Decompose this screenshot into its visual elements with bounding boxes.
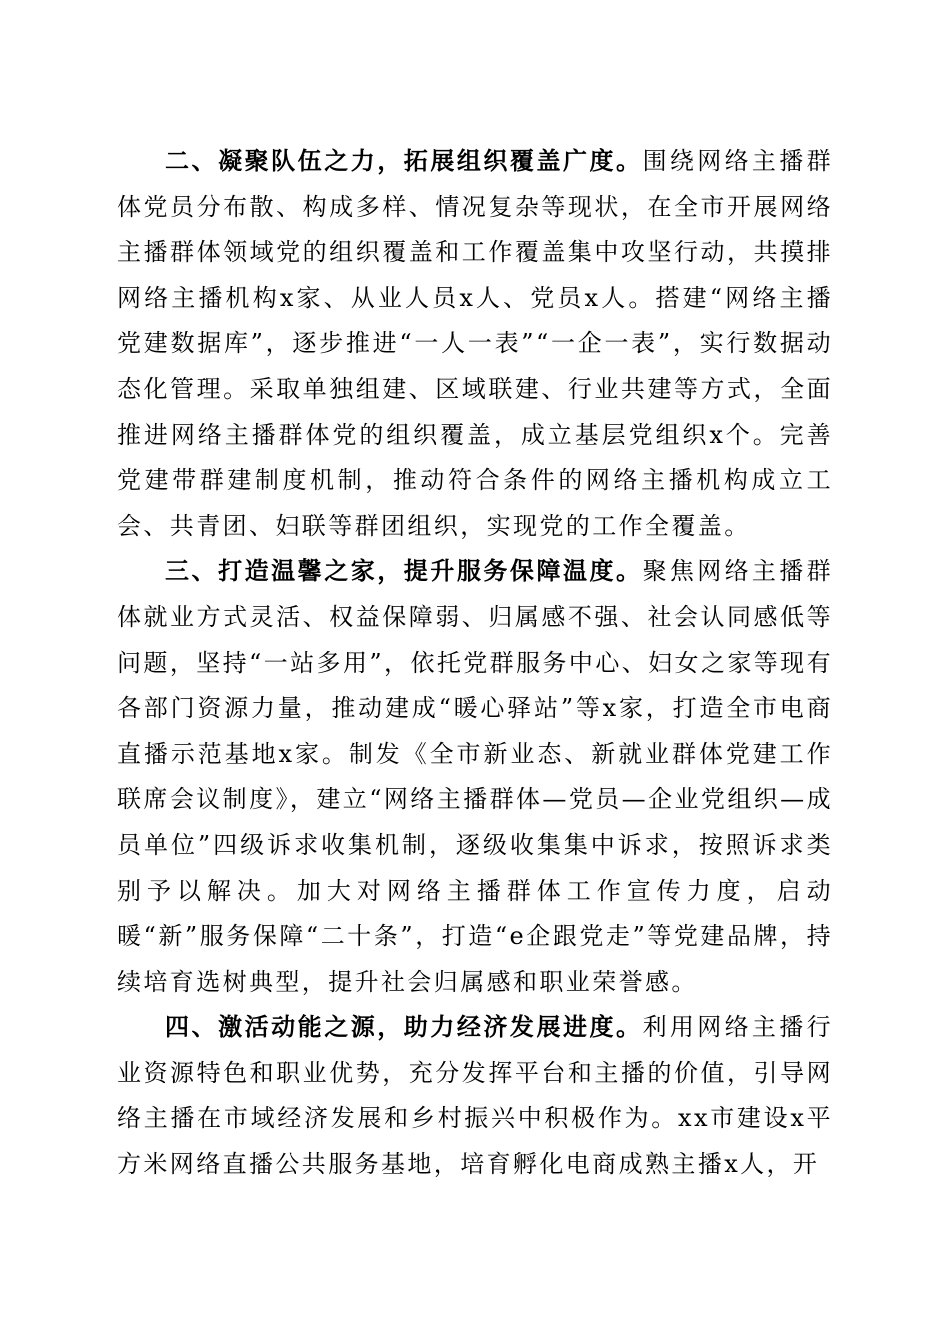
document-body	[117, 139, 833, 1188]
paragraph-economic-development	[117, 1005, 833, 1187]
paragraph-heading: 三、打造温馨之家，提升服务保障温度。	[165, 557, 643, 586]
paragraph-text: 围绕网络主播群体党员分布散、构成多样、情况复杂等现状，在全市开展网络主播群体领域党的组织覆盖和工作覆盖集中攻坚行动，共摸排网络主播机构x家、从业人员x人、党员x人。搭建“网络主播党建数据库”，逐步推进“一人一表”“一企一表”，实行数据动态化管理。采取单独组建、区域联建、行业共建等方式，全面推进网络主播群体党的组织覆盖，成立基层党组织x个。完善党建带群建制度机制，推动符合条件的网络主播机构成立工会、共青团、妇联等群团组织，实现党的工作全覆盖。	[117, 147, 833, 540]
paragraph-heading: 四、激活动能之源，助力经济发展进度。	[165, 1013, 643, 1042]
paragraph-text: 利用网络主播行业资源特色和职业优势，充分发挥平台和主播的价值，引导网络主播在市域经济发展和乡村振兴中积极作为。xx市建设x平方米网络直播公共服务基地，培育孵化电商成熟主播x人，开	[117, 1013, 833, 1179]
paragraph-text: 聚焦网络主播群体就业方式灵活、权益保障弱、归属感不强、社会认同感低等问题，坚持“一站多用”，依托党群服务中心、妇女之家等现有各部门资源力量，推动建成“暖心驿站”等x家，打造全市电商直播示范基地x家。制发《全市新业态、新就业群体党建工作联席会议制度》，建立“网络主播群体—党员—企业党组织—成员单位”四级诉求收集机制，逐级收集集中诉求，按照诉求类别予以解决。加大对网络主播群体工作宣传力度，启动暖“新”服务保障“二十条”，打造“e企跟党走”等党建品牌，持续培育选树典型，提升社会归属感和职业荣誉感。	[117, 557, 833, 996]
paragraph-heading: 二、凝聚队伍之力，拓展组织覆盖广度。	[165, 147, 643, 175]
paragraph-organization-coverage	[117, 139, 833, 549]
paragraph-service-guarantee	[117, 549, 833, 1005]
